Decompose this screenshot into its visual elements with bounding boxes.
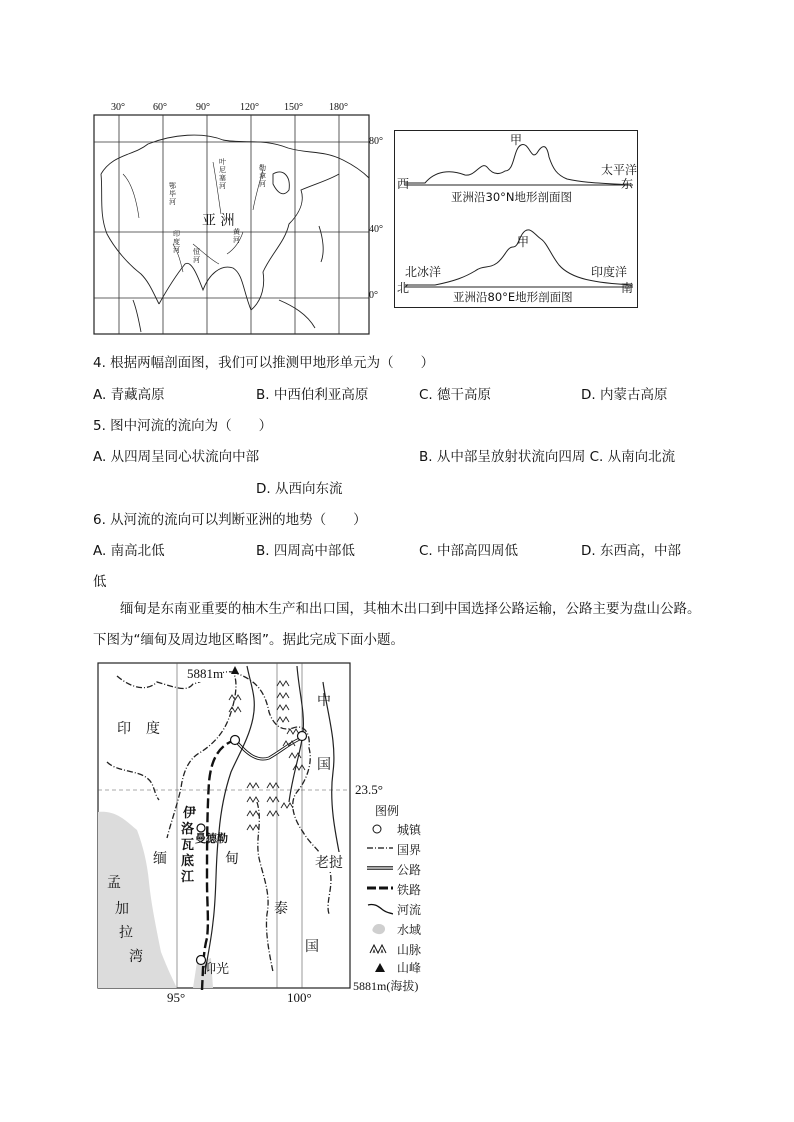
railway-icon <box>367 884 393 892</box>
lon-label: 60° <box>153 102 167 113</box>
river-label-irrawaddy: 伊 <box>183 806 197 821</box>
lat-label: 80° <box>369 136 383 147</box>
bay-label: 加 <box>115 901 129 917</box>
legend-item <box>367 919 447 939</box>
country-label: 泰 <box>274 901 288 917</box>
city-icon <box>371 823 383 835</box>
country-label: 印 <box>117 721 131 737</box>
legend-label: 铁路 <box>397 883 422 897</box>
city-label-yangon: 仰光 <box>203 962 230 977</box>
border-icon <box>367 845 393 851</box>
legend-item <box>367 959 447 977</box>
country-label: 缅 <box>153 851 167 867</box>
q6-option-d-wrap: 低 <box>93 574 107 590</box>
profile-panel <box>394 130 638 308</box>
legend-label: 山脉 <box>397 943 422 957</box>
ocean-label-pacific: 太平洋 <box>601 163 638 177</box>
legend-title: 图例 <box>375 804 400 818</box>
north-label: 北 <box>397 281 410 295</box>
legend-peak-altitude: 5881m(海拔) <box>353 979 419 993</box>
lon-label: 90° <box>196 102 210 113</box>
legend-item <box>367 839 447 859</box>
legend-label: 城镇 <box>397 823 422 837</box>
river-label: 黄河 <box>233 228 240 244</box>
profile-80e-caption: 亚洲沿80°E地形剖面图 <box>453 290 573 304</box>
river-label-irrawaddy: 底 <box>181 854 195 869</box>
river-label: 恒河 <box>193 248 200 264</box>
ocean-label-arctic: 北冰洋 <box>405 265 442 279</box>
country-label: 甸 <box>225 851 239 867</box>
lon-label: 150° <box>284 102 303 113</box>
ocean-label-indian: 印度洋 <box>591 265 628 279</box>
q5-option-bc[interactable]: B. 从中部呈放射状流向四周 C. 从南向北流 <box>419 449 676 465</box>
road-icon <box>367 864 393 872</box>
q4-option-d[interactable]: D. 内蒙古高原 <box>581 387 668 403</box>
west-label: 西 <box>397 177 410 191</box>
myanmar-map <box>97 662 442 1005</box>
latitude-label: 23.5° <box>355 782 383 797</box>
q4-option-b[interactable]: B. 中西伯利亚高原 <box>256 387 369 403</box>
legend-item <box>367 819 447 839</box>
q6-option-a[interactable]: A. 南高北低 <box>93 543 165 559</box>
lon-label: 30° <box>111 102 125 113</box>
river-label-irrawaddy: 江 <box>181 870 195 885</box>
river-label: 叶尼塞河 <box>219 158 226 190</box>
country-label: 国 <box>305 939 319 955</box>
question-5-stem: 5. 图中河流的流向为（ ） <box>93 418 273 434</box>
lon-label: 120° <box>240 102 259 113</box>
river-label: 勒拿河 <box>259 164 266 188</box>
question-4-stem: 4. 根据两幅剖面图，我们可以推测甲地形单元为（ ） <box>93 355 435 371</box>
peak-icon <box>375 963 385 973</box>
profile-30n-caption: 亚洲沿30°N地形剖面图 <box>451 190 572 204</box>
lon-label: 180° <box>329 102 348 113</box>
peak-altitude-label: 5881m <box>187 666 224 681</box>
mountain-icon <box>369 943 391 955</box>
city-label-mandalay: 曼德勒 <box>195 832 228 845</box>
legend-label: 河流 <box>397 903 422 917</box>
river-icon <box>367 901 393 915</box>
q6-option-d[interactable]: D. 东西高，中部 <box>581 543 681 559</box>
country-label: 国 <box>317 757 331 773</box>
q6-option-c[interactable]: C. 中部高四周低 <box>419 543 519 559</box>
river-label: 鄂毕河 <box>169 182 176 206</box>
peak-label-30n: 甲 <box>510 133 523 147</box>
profile-30n-drawing <box>395 131 637 307</box>
legend-item <box>367 879 447 899</box>
bay-label: 拉 <box>119 925 133 941</box>
bay-label: 湾 <box>129 949 143 965</box>
q5-option-d[interactable]: D. 从西向东流 <box>256 481 343 497</box>
peak-label-80e: 甲 <box>517 235 530 249</box>
river-label: 印度河 <box>173 230 180 254</box>
asia-map <box>93 100 393 340</box>
river-label-irrawaddy: 洛 <box>181 822 195 837</box>
longitude-label: 95° <box>167 990 186 1005</box>
country-label: 度 <box>146 721 160 737</box>
q5-option-a[interactable]: A. 从四周呈同心状流向中部 <box>93 449 260 465</box>
passage <box>93 594 703 656</box>
q4-option-a[interactable]: A. 青藏高原 <box>93 387 165 403</box>
legend-item <box>367 899 447 919</box>
q6-option-b[interactable]: B. 四周高中部低 <box>256 543 355 559</box>
water-icon <box>371 922 387 936</box>
bay-label: 孟 <box>107 875 121 891</box>
legend-item <box>367 939 447 959</box>
legend-label: 公路 <box>397 863 422 877</box>
legend-label: 山峰 <box>397 961 422 975</box>
q4-option-c[interactable]: C. 德干高原 <box>419 387 492 403</box>
longitude-label: 100° <box>287 990 312 1005</box>
question-6-stem: 6. 从河流的流向可以判断亚洲的地势（ ） <box>93 512 367 528</box>
country-label: 老挝 <box>315 852 343 872</box>
legend <box>353 802 447 994</box>
passage-text: 缅甸是东南亚重要的柚木生产和出口国，其柚木出口到中国选择公路运输，公路主要为盘山公路。下图为“缅甸及周边地区略图”。据此完成下面小题。 <box>93 601 701 648</box>
region-label-asia: 亚 洲 <box>202 213 235 229</box>
country-label: 中 <box>317 693 331 709</box>
legend-label: 国界 <box>397 843 422 857</box>
river-label-irrawaddy: 瓦 <box>181 838 195 853</box>
legend-item <box>367 859 447 879</box>
lat-label: 0° <box>369 290 378 301</box>
legend-label: 水域 <box>397 923 422 937</box>
south-label: 南 <box>621 281 634 295</box>
lat-label: 40° <box>369 224 383 235</box>
east-label: 东 <box>621 177 634 191</box>
